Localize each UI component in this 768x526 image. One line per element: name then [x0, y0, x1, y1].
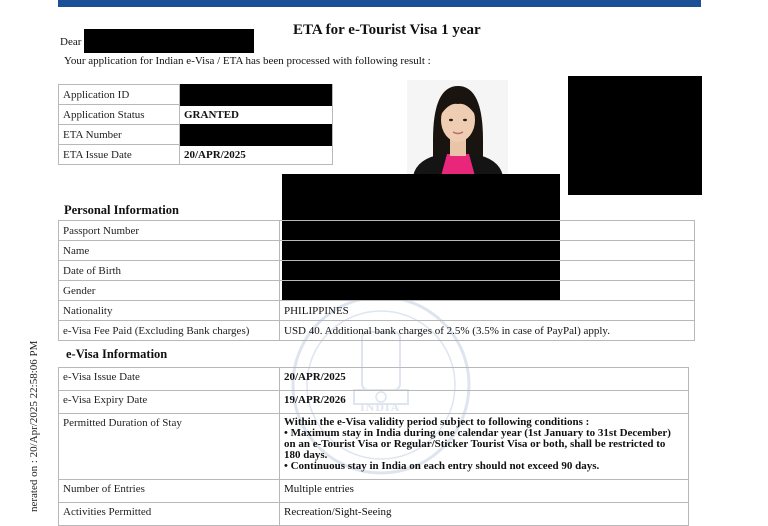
table-row	[59, 321, 695, 341]
redacted-recipient-name	[84, 29, 254, 53]
row-value	[280, 281, 695, 301]
fee-value: USD 40. Additional bank charges of 2.5% (3.5% in case of PayPal) apply.	[280, 321, 695, 341]
watermark-text: INDIA	[360, 400, 401, 414]
personal-information-table	[58, 220, 695, 341]
table-row	[59, 105, 333, 125]
row-label: e-Visa Issue Date	[59, 368, 280, 391]
row-label: Date of Birth	[59, 261, 280, 281]
salutation: Dear	[60, 36, 82, 48]
nationality-value: PHILIPPINES	[280, 301, 695, 321]
row-label: e-Visa Fee Paid (Excluding Bank charges)	[59, 321, 280, 341]
row-label: Nationality	[59, 301, 280, 321]
duration-line: • Maximum stay in India during one calendar year (1st January to 31st December)	[284, 427, 671, 439]
evisa-issue-date-value: 20/APR/2025	[280, 368, 689, 391]
evisa-information-heading: e-Visa Information	[66, 347, 168, 361]
activities-permitted-value: Recreation/Sight-Seeing	[280, 503, 689, 526]
table-row	[59, 221, 695, 241]
row-value	[280, 241, 695, 261]
table-row	[59, 241, 695, 261]
duration-line: 180 days.	[284, 449, 328, 461]
duration-line: Within the e-Visa validity period subject to following conditions :	[284, 416, 590, 428]
evisa-expiry-date-value: 19/APR/2026	[280, 391, 689, 414]
permitted-duration-value	[280, 414, 689, 480]
row-label: Application ID	[59, 85, 180, 105]
table-row	[59, 261, 695, 281]
document-title: ETA for e-Tourist Visa 1 year	[293, 22, 481, 38]
table-row	[59, 368, 689, 391]
row-label: Application Status	[59, 105, 180, 125]
table-row	[59, 503, 689, 526]
generated-timestamp: nerated on : 20/Apr/2025 22:58:06 PM	[28, 340, 40, 512]
row-label: Activities Permitted	[59, 503, 280, 526]
table-row	[59, 301, 695, 321]
number-of-entries-value: Multiple entries	[280, 480, 689, 503]
eta-issue-date-value: 20/APR/2025	[180, 145, 333, 165]
personal-information-heading: Personal Information	[64, 203, 179, 217]
row-value	[280, 221, 695, 241]
duration-line: on an e-Tourist Visa or Regular/Sticker Tourist Visa or both, shall be restricted to	[284, 438, 666, 450]
top-banner	[58, 0, 701, 7]
table-row	[59, 414, 689, 480]
duration-line: • Continuous stay in India on each entry should not exceed 90 days.	[284, 460, 600, 472]
row-value	[280, 261, 695, 281]
row-label: Gender	[59, 281, 280, 301]
intro-text: Your application for Indian e-Visa / ETA has been processed with following result :	[64, 55, 431, 67]
redacted-application-id	[180, 84, 332, 106]
row-label: ETA Issue Date	[59, 145, 180, 165]
row-label: Name	[59, 241, 280, 261]
evisa-information-table	[58, 367, 689, 526]
table-row	[59, 480, 689, 503]
row-label: Passport Number	[59, 221, 280, 241]
row-label: Number of Entries	[59, 480, 280, 503]
redacted-eta-number	[180, 124, 332, 146]
application-status-value: GRANTED	[180, 105, 333, 125]
row-label: ETA Number	[59, 125, 180, 145]
applicant-photo	[407, 80, 508, 176]
table-row	[59, 391, 689, 414]
table-row	[59, 281, 695, 301]
row-label: e-Visa Expiry Date	[59, 391, 280, 414]
row-label: Permitted Duration of Stay	[59, 414, 280, 480]
table-row	[59, 145, 333, 165]
redacted-barcode	[568, 76, 702, 195]
